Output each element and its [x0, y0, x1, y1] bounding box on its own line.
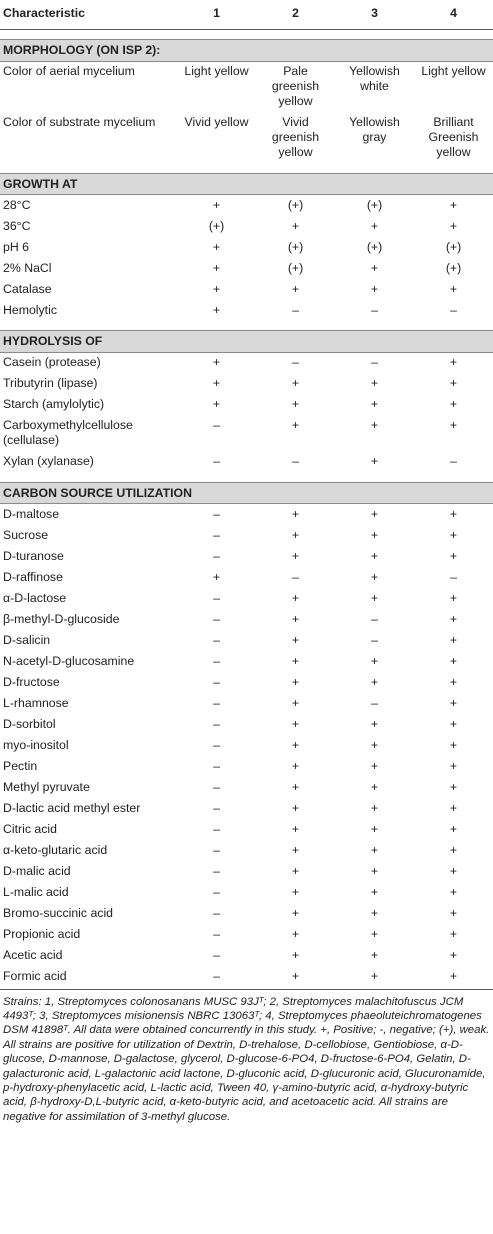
cell-strain-4: +: [449, 821, 458, 836]
cell-strain-2: +: [291, 758, 300, 773]
row-label: Acetic acid: [3, 947, 63, 962]
table-row: [0, 546, 493, 567]
cell-strain-2: +: [291, 506, 300, 521]
table-row: [0, 777, 493, 798]
cell-strain-3: +: [370, 674, 379, 689]
cell-strain-1: –: [213, 926, 220, 941]
cell-strain-3: +: [370, 527, 379, 542]
table-body: [0, 30, 493, 990]
cell-strain-1: –: [213, 590, 220, 605]
row-label: myo-inositol: [3, 737, 69, 752]
cell-strain-2: +: [291, 716, 300, 731]
table-row: [0, 504, 493, 526]
table-row: [0, 714, 493, 735]
cell-strain-3: (+): [366, 239, 383, 254]
cell-strain-4: +: [449, 695, 458, 710]
table-row: [0, 567, 493, 588]
cell-strain-2: +: [291, 397, 300, 411]
cell-strain-1: +: [212, 376, 221, 390]
cell-strain-1: –: [213, 737, 220, 752]
cell-strain-1: –: [213, 842, 220, 857]
row-label: Starch (amylolytic): [3, 397, 105, 411]
cell-strain-3: Yellowish white: [349, 64, 400, 93]
cell-strain-1: –: [213, 695, 220, 710]
cell-strain-1: –: [213, 716, 220, 731]
row-label: Bromo-succinic acid: [3, 905, 114, 920]
table-row: [0, 693, 493, 714]
section-title: GROWTH AT: [0, 173, 493, 195]
row-label: α-D-lactose: [3, 590, 67, 605]
cell-strain-2: +: [291, 632, 300, 647]
cell-strain-3: +: [370, 842, 379, 857]
header-col-4: 4: [414, 0, 493, 30]
cell-strain-4: +: [449, 842, 458, 857]
header-col-2: 2: [256, 0, 335, 30]
cell-strain-3: +: [370, 716, 379, 731]
table-row: [0, 300, 493, 321]
row-label: D-salicin: [3, 632, 51, 647]
cell-strain-2: +: [291, 695, 300, 710]
table-row: [0, 237, 493, 258]
cell-strain-3: +: [370, 737, 379, 752]
cell-strain-1: +: [212, 302, 221, 317]
row-label: D-raffinose: [3, 569, 63, 584]
cell-strain-1: –: [213, 800, 220, 815]
cell-strain-4: +: [449, 863, 458, 878]
cell-strain-3: +: [370, 376, 379, 390]
section-header-row: [0, 331, 493, 353]
row-label: L-malic acid: [3, 884, 69, 899]
section-spacer-cell: [0, 473, 493, 483]
section-title: HYDROLYSIS OF: [0, 331, 493, 353]
section-spacer: [0, 164, 493, 174]
section-header-row: [0, 40, 493, 62]
cell-strain-4: +: [449, 218, 458, 233]
cell-strain-2: +: [291, 653, 300, 668]
cell-strain-3: +: [370, 821, 379, 836]
cell-strain-3: –: [371, 695, 378, 710]
cell-strain-4: –: [450, 302, 457, 317]
table-row: [0, 279, 493, 300]
cell-strain-3: +: [370, 260, 379, 275]
cell-strain-1: –: [177, 966, 256, 989]
cell-strain-1: +: [212, 569, 221, 584]
cell-strain-1: –: [213, 632, 220, 647]
cell-strain-3: –: [371, 632, 378, 647]
table-row: [0, 352, 493, 374]
table-row: [0, 452, 493, 473]
cell-strain-4: +: [449, 926, 458, 941]
table-row: [0, 113, 493, 164]
cell-strain-1: –: [213, 905, 220, 920]
cell-strain-2: +: [291, 527, 300, 542]
row-label: D-turanose: [3, 548, 64, 563]
cell-strain-3: +: [370, 281, 379, 296]
row-label: Hemolytic: [3, 302, 57, 317]
cell-strain-4: +: [449, 506, 458, 521]
row-label: pH 6: [3, 239, 29, 254]
table-row: [0, 819, 493, 840]
table-row: [0, 924, 493, 945]
table-row: [0, 374, 493, 395]
row-label: Citric acid: [3, 821, 57, 836]
cell-strain-1: –: [213, 947, 220, 962]
cell-strain-4: Light yellow: [421, 64, 486, 78]
cell-strain-2: +: [291, 926, 300, 941]
cell-strain-1: –: [213, 758, 220, 773]
footnote-all-positive: All strains are positive for utilization of Dextrin, D-trehalose, D-cellobiose, Gentiobiose, α-D-glucose, D-mannose, D-galactose, glycerol, D-glucose-6-PO4, D-fructose-6-PO4, Gelatin, D-galacturonic acid, L-galactonic acid lactone, D-gluconic acid, D-glucuronic acid, Glucuronamide, p-hydroxy-phenylacetic acid, L-lactic acid, Tween 40, γ-amino-butyric acid, α-hydroxy-butyric acid, β-hydroxy-D,L-butyric acid, α-keto-butyric acid, and acetoacetic acid. All strains are negative for assimilation of 3-methyl glucose.: [3, 1038, 486, 1123]
cell-strain-4: +: [449, 947, 458, 962]
cell-strain-2: –: [292, 302, 299, 317]
cell-strain-2: +: [291, 779, 300, 794]
table-row: [0, 61, 493, 113]
section-header-row: [0, 482, 493, 504]
section-spacer-cell: [0, 30, 493, 40]
cell-strain-3: (+): [366, 197, 383, 212]
section-header-row: [0, 173, 493, 195]
cell-strain-2: +: [291, 590, 300, 605]
cell-strain-2: Pale greenish yellow: [271, 64, 320, 108]
cell-strain-3: +: [370, 590, 379, 605]
section-spacer-cell: [0, 321, 493, 331]
header-col-3: 3: [335, 0, 414, 30]
cell-strain-4: –: [450, 454, 457, 468]
cell-strain-1: +: [212, 397, 221, 411]
cell-strain-2: +: [291, 842, 300, 857]
table-row: [0, 216, 493, 237]
row-label: Color of substrate mycelium: [3, 115, 156, 129]
table-row: [0, 840, 493, 861]
row-label: N-acetyl-D-glucosamine: [3, 653, 135, 668]
row-label: L-rhamnose: [3, 695, 69, 710]
section-title: MORPHOLOGY (ON ISP 2):: [0, 40, 493, 62]
row-label: Casein (protease): [3, 355, 101, 369]
cell-strain-2: Vivid greenish yellow: [271, 115, 320, 159]
cell-strain-2: –: [292, 355, 299, 369]
table-row: [0, 735, 493, 756]
cell-strain-4: +: [449, 376, 458, 390]
section-title: CARBON SOURCE UTILIZATION: [0, 482, 493, 504]
cell-strain-4: +: [449, 758, 458, 773]
cell-strain-3: +: [370, 454, 379, 468]
cell-strain-4: +: [449, 197, 458, 212]
cell-strain-2: +: [291, 884, 300, 899]
cell-strain-3: +: [335, 966, 414, 989]
row-label: D-lactic acid methyl ester: [3, 800, 141, 815]
cell-strain-3: +: [370, 653, 379, 668]
row-label: Sucrose: [3, 527, 49, 542]
cell-strain-2: +: [291, 418, 300, 432]
table-row: [0, 195, 493, 217]
row-label: β-methyl-D-glucoside: [3, 611, 120, 626]
cell-strain-1: –: [213, 418, 220, 432]
row-label: α-keto-glutaric acid: [3, 842, 108, 857]
table-row: [0, 861, 493, 882]
cell-strain-2: +: [291, 821, 300, 836]
cell-strain-3: +: [370, 905, 379, 920]
cell-strain-4: Brilliant Greenish yellow: [428, 115, 479, 159]
cell-strain-1: –: [213, 863, 220, 878]
row-label: D-sorbitol: [3, 716, 56, 731]
row-label: Xylan (xylanase): [3, 454, 94, 468]
cell-strain-1: –: [213, 884, 220, 899]
cell-strain-1: +: [212, 355, 221, 369]
cell-strain-2: (+): [287, 197, 304, 212]
cell-strain-1: +: [212, 197, 221, 212]
cell-strain-3: –: [371, 611, 378, 626]
table-row: [0, 609, 493, 630]
cell-strain-1: (+): [208, 218, 225, 233]
cell-strain-4: +: [449, 779, 458, 794]
cell-strain-2: +: [291, 800, 300, 815]
cell-strain-1: +: [212, 239, 221, 254]
cell-strain-3: +: [370, 947, 379, 962]
section-spacer: [0, 321, 493, 331]
cell-strain-3: +: [370, 548, 379, 563]
cell-strain-1: –: [213, 454, 220, 468]
cell-strain-4: +: [449, 397, 458, 411]
row-label: Formic acid: [0, 966, 177, 989]
cell-strain-1: –: [213, 779, 220, 794]
cell-strain-3: +: [370, 884, 379, 899]
row-label: 2% NaCl: [3, 260, 52, 275]
cell-strain-4: +: [449, 355, 458, 369]
table-row: [0, 416, 493, 452]
cell-strain-4: +: [414, 966, 493, 989]
table-row: [0, 525, 493, 546]
table-row: [0, 258, 493, 279]
cell-strain-4: +: [449, 674, 458, 689]
cell-strain-1: Light yellow: [184, 64, 249, 78]
cell-strain-2: (+): [287, 239, 304, 254]
header-row: [0, 0, 493, 30]
cell-strain-2: +: [291, 737, 300, 752]
cell-strain-3: Yellowish gray: [349, 115, 400, 144]
table-row: [0, 588, 493, 609]
cell-strain-1: +: [212, 260, 221, 275]
cell-strain-1: –: [213, 674, 220, 689]
cell-strain-1: –: [213, 821, 220, 836]
cell-strain-1: –: [213, 548, 220, 563]
table-row: [0, 630, 493, 651]
cell-strain-4: (+): [445, 239, 462, 254]
cell-strain-4: +: [449, 905, 458, 920]
cell-strain-2: +: [291, 548, 300, 563]
cell-strain-4: +: [449, 590, 458, 605]
table-row: [0, 798, 493, 819]
cell-strain-3: +: [370, 800, 379, 815]
cell-strain-4: +: [449, 716, 458, 731]
cell-strain-4: +: [449, 884, 458, 899]
cell-strain-3: –: [371, 302, 378, 317]
cell-strain-2: +: [291, 674, 300, 689]
cell-strain-3: +: [370, 863, 379, 878]
cell-strain-2: +: [291, 863, 300, 878]
cell-strain-3: +: [370, 397, 379, 411]
cell-strain-2: –: [292, 569, 299, 584]
table-row: [0, 651, 493, 672]
table-row: [0, 672, 493, 693]
cell-strain-1: –: [213, 506, 220, 521]
cell-strain-3: +: [370, 758, 379, 773]
cell-strain-2: +: [291, 218, 300, 233]
table-footnotes: [0, 990, 493, 1125]
cell-strain-3: +: [370, 418, 379, 432]
cell-strain-1: –: [213, 527, 220, 542]
section-spacer: [0, 30, 493, 40]
cell-strain-2: +: [291, 281, 300, 296]
cell-strain-2: +: [291, 376, 300, 390]
cell-strain-4: +: [449, 653, 458, 668]
section-spacer: [0, 473, 493, 483]
row-label: Methyl pyruvate: [3, 779, 90, 794]
row-label: 28°C: [3, 197, 31, 212]
cell-strain-4: +: [449, 281, 458, 296]
cell-strain-2: –: [292, 454, 299, 468]
table-row: [0, 756, 493, 777]
cell-strain-3: +: [370, 506, 379, 521]
header-characteristic: Characteristic: [0, 0, 177, 30]
cell-strain-4: +: [449, 527, 458, 542]
section-spacer-cell: [0, 164, 493, 174]
cell-strain-3: +: [370, 779, 379, 794]
row-label: Catalase: [3, 281, 52, 296]
table-row: [0, 882, 493, 903]
cell-strain-4: +: [449, 632, 458, 647]
cell-strain-4: +: [449, 800, 458, 815]
cell-strain-2: +: [256, 966, 335, 989]
cell-strain-2: +: [291, 611, 300, 626]
row-label: D-malic acid: [3, 863, 71, 878]
cell-strain-4: +: [449, 418, 458, 432]
cell-strain-4: +: [449, 737, 458, 752]
cell-strain-2: +: [291, 947, 300, 962]
row-label: Tributyrin (lipase): [3, 376, 98, 390]
cell-strain-2: +: [291, 905, 300, 920]
cell-strain-1: +: [212, 281, 221, 296]
cell-strain-1: –: [213, 611, 220, 626]
cell-strain-1: Vivid yellow: [184, 115, 249, 129]
row-label: D-fructose: [3, 674, 60, 689]
cell-strain-3: +: [370, 926, 379, 941]
table-row: [0, 966, 493, 989]
cell-strain-3: –: [371, 355, 378, 369]
row-label: 36°C: [3, 218, 31, 233]
cell-strain-4: +: [449, 548, 458, 563]
cell-strain-2: (+): [287, 260, 304, 275]
cell-strain-3: +: [370, 569, 379, 584]
header-col-1: 1: [177, 0, 256, 30]
row-label: Carboxymethylcellulose (cellulase): [3, 418, 133, 447]
cell-strain-4: –: [450, 569, 457, 584]
cell-strain-4: +: [449, 611, 458, 626]
footnote-strains: Strains: 1, Streptomyces colonosanans MUSC 93Jᵀ; 2, Streptomyces malachitofuscus JCM 4493ᵀ; 3, Streptomyces misionensis NBRC 13063ᵀ; 4, Streptomyces phaeoluteichromatogenes DSM 41898ᵀ. All data were obtained concurrently in this study. +, Positive; -, negative; (+), weak.: [3, 995, 490, 1037]
cell-strain-4: (+): [445, 260, 462, 275]
row-label: Color of aerial mycelium: [3, 64, 135, 78]
row-label: D-maltose: [3, 506, 60, 521]
cell-strain-3: +: [370, 218, 379, 233]
row-label: Pectin: [3, 758, 38, 773]
cell-strain-1: –: [213, 653, 220, 668]
row-label: Propionic acid: [3, 926, 81, 941]
table-row: [0, 945, 493, 966]
table-row: [0, 395, 493, 416]
table-row: [0, 903, 493, 924]
